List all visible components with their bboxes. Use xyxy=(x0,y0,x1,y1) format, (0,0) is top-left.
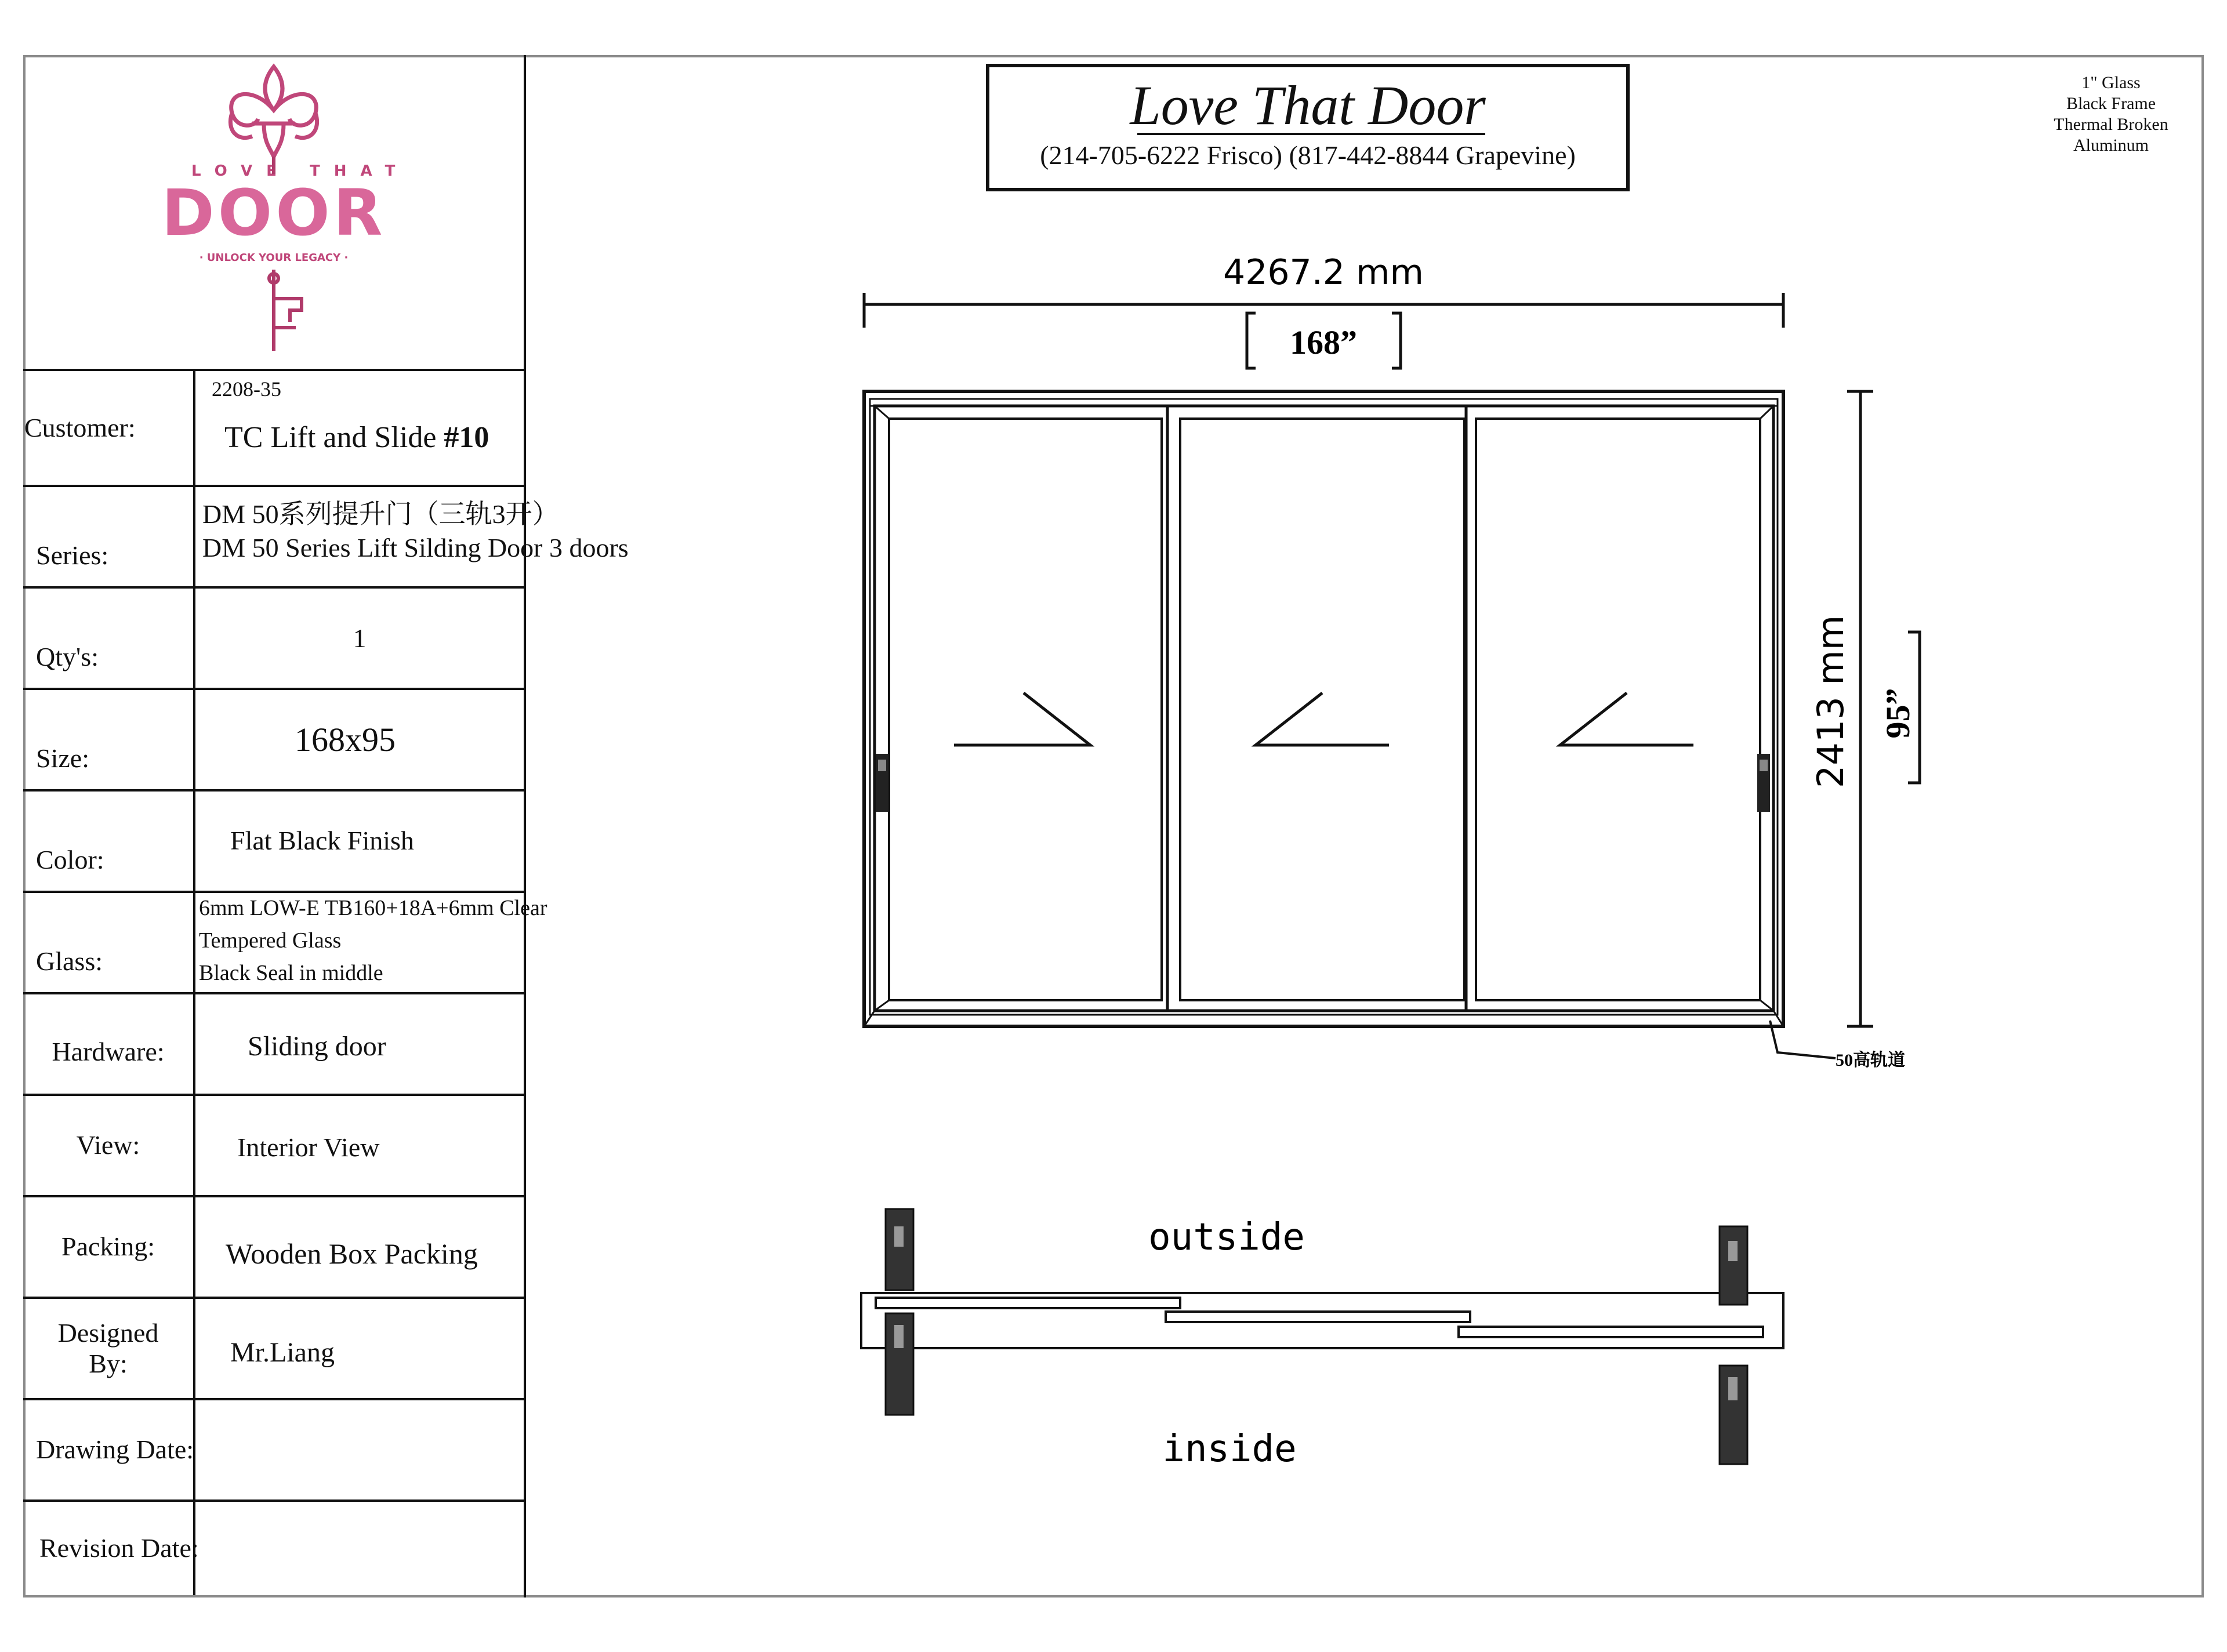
plan-frame xyxy=(861,1293,1783,1348)
plan-view xyxy=(861,1293,1783,1348)
hardware-label: Hardware: xyxy=(23,994,195,1094)
size-value: 168x95 xyxy=(295,721,396,758)
door-frame xyxy=(864,391,1783,1026)
arrow-left-icon xyxy=(1256,693,1389,745)
width-mm-label: 4267.2 mm xyxy=(1223,252,1424,293)
plan-handle-outside-left-icon xyxy=(886,1209,913,1290)
plan-handle-inside-left-icon xyxy=(886,1313,913,1415)
inside-label: inside xyxy=(1162,1428,1297,1471)
logo-top-text: LOVE THAT xyxy=(191,162,409,180)
phone-numbers: (214-705-6222 Frisco) (817-442-8844 Grapevine) xyxy=(1040,140,1576,170)
series-chinese: DM 50系列提升门（三轨3开） xyxy=(202,499,559,529)
packing-value: Wooden Box Packing xyxy=(226,1237,478,1270)
glass-line-1: 6mm LOW-E TB160+18A+6mm Clear xyxy=(199,896,547,920)
color-label: Color: xyxy=(23,791,195,891)
packing-label: Packing: xyxy=(23,1197,195,1297)
height-mm-label: 2413 mm xyxy=(1809,615,1852,789)
customer-code: 2208-35 xyxy=(212,377,281,401)
designed-by-label: Designed By: xyxy=(23,1299,195,1398)
color-value: Flat Black Finish xyxy=(230,826,414,855)
plan-track-middle xyxy=(1166,1312,1470,1322)
glass-label: Glass: xyxy=(23,893,195,992)
plan-track-outer xyxy=(876,1298,1180,1308)
customer-label: Customer: xyxy=(23,371,195,485)
drawing-date-label: Drawing Date: xyxy=(23,1400,195,1499)
door-panels xyxy=(864,406,1783,1026)
size-label: Size: xyxy=(23,690,195,789)
view-value: Interior View xyxy=(237,1132,380,1162)
glass-line-2: Tempered Glass xyxy=(199,928,342,953)
spec-line-1: 1" Glass xyxy=(2081,73,2141,92)
arrow-right-icon xyxy=(954,693,1090,745)
glass-line-3: Black Seal in middle xyxy=(199,961,383,985)
plan-track-inner xyxy=(1459,1327,1763,1337)
view-label: View: xyxy=(23,1096,195,1195)
spec-line-3: Thermal Broken xyxy=(2054,115,2168,134)
door-panel-center xyxy=(1167,406,1466,1011)
series-english: DM 50 Series Lift Silding Door 3 doors xyxy=(202,533,629,562)
door-panel-right xyxy=(1466,406,1773,1011)
series-label: Series: xyxy=(23,487,195,586)
qty-label: Qty's: xyxy=(23,589,195,688)
door-panel-left xyxy=(875,406,1167,1011)
width-inch-label: 168” xyxy=(1290,324,1357,361)
height-inch-label: 95” xyxy=(1879,688,1917,739)
logo-word: DOOR xyxy=(161,176,386,250)
handle-left-icon xyxy=(876,754,888,812)
spec-line-2: Black Frame xyxy=(2066,94,2156,113)
designed-by-value: Mr.Liang xyxy=(230,1337,335,1368)
slide-direction-arrows xyxy=(954,693,1693,745)
revision-date-label: Revision Date: xyxy=(23,1502,195,1595)
brand-title: Love That Door xyxy=(1130,74,1486,136)
plan-handle-inside-right-icon xyxy=(1720,1366,1747,1464)
qty-value: 1 xyxy=(353,623,367,653)
outside-label: outside xyxy=(1148,1216,1305,1259)
customer-name: TC Lift and Slide xyxy=(224,421,437,454)
customer-number: #10 xyxy=(444,421,489,454)
track-note: 50高轨道 xyxy=(1836,1051,1905,1070)
hardware-value: Sliding door xyxy=(248,1031,386,1062)
arrow-left-icon xyxy=(1560,693,1693,745)
handle-right-icon xyxy=(1757,754,1770,812)
logo-tagline: · UNLOCK YOUR LEGACY · xyxy=(199,252,349,264)
plan-handle-outside-right-icon xyxy=(1720,1226,1747,1305)
spec-line-4: Aluminum xyxy=(2073,136,2149,155)
